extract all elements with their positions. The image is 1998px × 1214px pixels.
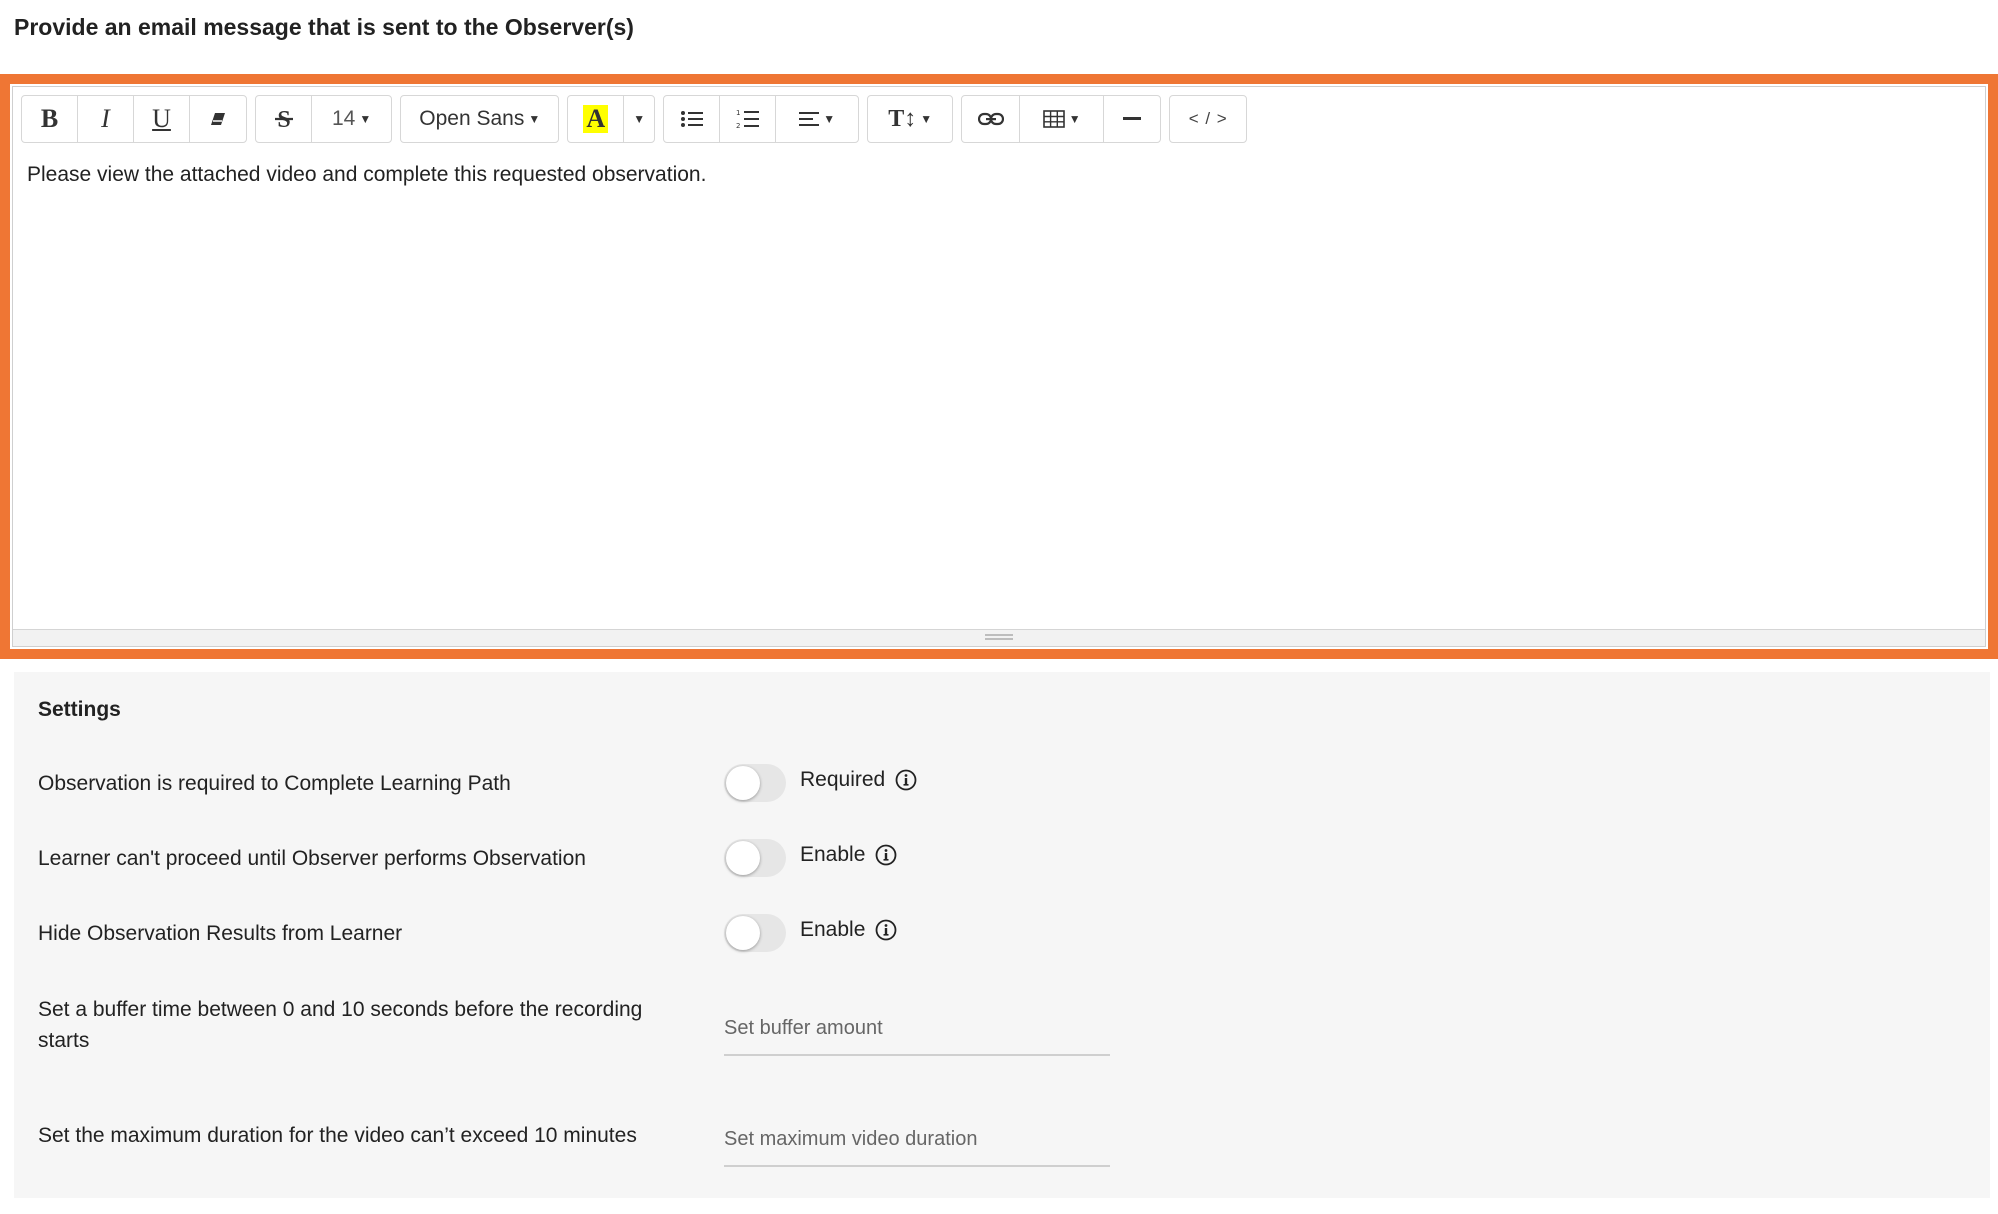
line-height-button[interactable]	[868, 96, 952, 142]
hide-results-toggle-label: Enable	[800, 918, 866, 941]
strike-size-group	[255, 95, 392, 143]
line-height-icon: T↕	[888, 105, 917, 132]
font-family-group	[400, 95, 559, 143]
required-toggle-label: Required	[800, 768, 886, 791]
info-icon[interactable]	[895, 769, 917, 791]
horizontal-rule-button[interactable]	[1104, 96, 1160, 142]
editor-container	[12, 86, 1986, 647]
svg-text:S: S	[276, 107, 291, 131]
code-view-button[interactable]	[1170, 96, 1246, 142]
unordered-list-icon	[680, 109, 704, 129]
underline-button[interactable]	[134, 96, 190, 142]
hide-results-toggle-text	[800, 918, 897, 942]
clear-format-button[interactable]	[190, 96, 246, 142]
proceed-setting-label: Learner can't proceed until Observer performs Observation	[38, 847, 586, 870]
ordered-list-icon	[736, 108, 760, 130]
hide-results-setting-label: Hide Observation Results from Learner	[38, 922, 403, 945]
list-group	[663, 95, 859, 143]
underline-icon: U	[152, 104, 171, 133]
proceed-toggle-label: Enable	[800, 843, 866, 866]
chevron-down-icon: ▼	[359, 112, 372, 126]
buffer-amount-input[interactable]: Set buffer amount	[724, 1017, 1110, 1056]
table-dropdown-button[interactable]	[1020, 96, 1104, 142]
toggle-knob	[726, 841, 760, 875]
code-group	[1169, 95, 1247, 143]
color-group	[567, 95, 655, 143]
link-button[interactable]	[962, 96, 1020, 142]
editor-resize-handle[interactable]	[13, 629, 1985, 646]
highlight-color-button[interactable]	[568, 96, 624, 142]
table-icon	[1043, 110, 1065, 128]
chevron-down-icon: ▼	[528, 112, 541, 126]
color-dropdown-button[interactable]	[624, 96, 654, 142]
strikethrough-icon	[273, 107, 295, 131]
hide-results-toggle[interactable]	[724, 914, 786, 952]
italic-button[interactable]	[78, 96, 134, 142]
grip-icon	[985, 634, 1013, 640]
strikethrough-button[interactable]	[256, 96, 312, 142]
chevron-down-icon: ▼	[823, 112, 836, 126]
chevron-down-icon: ▼	[1068, 112, 1081, 126]
svg-text:2: 2	[735, 122, 741, 130]
required-toggle-text	[800, 768, 917, 792]
toggle-knob	[726, 766, 760, 800]
duration-setting-label: Set the maximum duration for the video can’t exceed 10 minutes	[38, 1124, 637, 1147]
bold-icon: B	[40, 104, 59, 133]
editor-content[interactable]: Please view the attached video and complete this requested observation.	[27, 163, 707, 186]
svg-text:1: 1	[735, 109, 741, 117]
bold-button[interactable]	[22, 96, 78, 142]
settings-panel	[14, 672, 1990, 1198]
insert-group	[961, 95, 1161, 143]
page-heading: Provide an email message that is sent to the Observer(s)	[14, 14, 634, 40]
link-icon	[978, 111, 1004, 127]
chevron-down-icon: ▼	[633, 112, 646, 126]
font-family-dropdown[interactable]	[401, 96, 558, 142]
eraser-icon	[208, 109, 228, 129]
font-size-value: 14	[332, 107, 356, 130]
line-height-group	[867, 95, 953, 143]
editor-toolbar	[21, 95, 1255, 143]
info-icon[interactable]	[875, 919, 897, 941]
unordered-list-button[interactable]	[664, 96, 720, 142]
code-view-icon: < / >	[1188, 109, 1228, 128]
italic-icon: I	[101, 104, 110, 133]
horizontal-rule-icon	[1123, 117, 1141, 121]
format-group	[21, 95, 247, 143]
proceed-toggle-text	[800, 843, 897, 867]
chevron-down-icon: ▼	[920, 112, 933, 126]
font-size-dropdown[interactable]	[312, 96, 391, 142]
required-setting-label: Observation is required to Complete Learning Path	[38, 772, 511, 795]
font-family-value: Open Sans	[419, 107, 525, 130]
rich-text-editor	[0, 74, 1998, 659]
align-left-icon	[799, 111, 819, 127]
ordered-list-button[interactable]	[720, 96, 776, 142]
settings-title: Settings	[38, 698, 121, 721]
required-toggle[interactable]	[724, 764, 786, 802]
align-dropdown-button[interactable]	[776, 96, 858, 142]
max-duration-input[interactable]: Set maximum video duration	[724, 1128, 1110, 1167]
text-highlight-icon: A	[583, 105, 608, 133]
proceed-toggle[interactable]	[724, 839, 786, 877]
buffer-setting-label: Set a buffer time between 0 and 10 seconds before the recording starts	[38, 998, 643, 1052]
info-icon[interactable]	[875, 844, 897, 866]
toggle-knob	[726, 916, 760, 950]
